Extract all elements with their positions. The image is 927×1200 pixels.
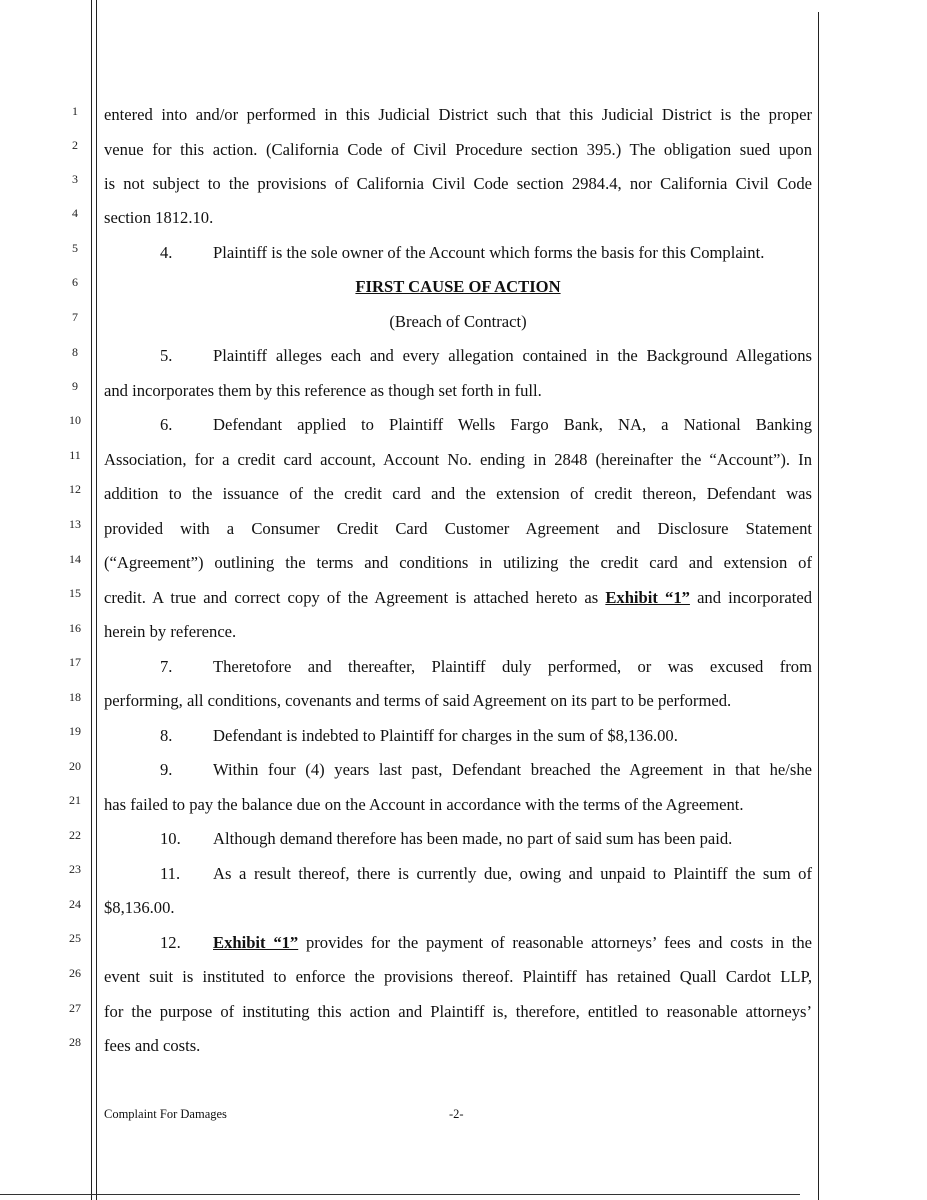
line-number: 13 bbox=[69, 517, 81, 531]
section-subheading: (Breach of Contract) bbox=[389, 312, 527, 331]
text-line: venue for this action. (California Code of Civil Procedure section 395.) The obligation sued upon bbox=[104, 140, 812, 159]
line-number: 24 bbox=[69, 897, 81, 911]
line-number: 14 bbox=[69, 552, 81, 566]
exhibit-reference: Exhibit “1” bbox=[213, 933, 299, 952]
paragraph-text: Within four (4) years last past, Defendant breached the Agreement in that he/she bbox=[213, 760, 812, 779]
text-line: entered into and/or performed in this Judicial District such that this Judicial District is the proper bbox=[104, 105, 812, 124]
line-number: 28 bbox=[69, 1035, 81, 1049]
paragraph-number: 8. bbox=[160, 726, 173, 745]
text-line: performing, all conditions, covenants and terms of said Agreement on its part to be performed. bbox=[104, 691, 732, 710]
line-number: 5 bbox=[72, 241, 78, 255]
line-number: 7 bbox=[72, 310, 78, 324]
line-number: 12 bbox=[69, 482, 81, 496]
line-number: 16 bbox=[69, 621, 81, 635]
line-number: 22 bbox=[69, 828, 81, 842]
text-line: and incorporates them by this reference as though set forth in full. bbox=[104, 381, 542, 400]
text-line: addition to the issuance of the credit card and the extension of credit thereon, Defendant was bbox=[104, 484, 812, 503]
paragraph-number: 10. bbox=[160, 829, 181, 848]
paragraph-5 bbox=[104, 346, 812, 366]
line-number: 10 bbox=[69, 413, 81, 427]
paragraph-text: provides for the payment of reasonable attorneys’ fees and costs in the bbox=[298, 933, 812, 952]
paragraph-text: As a result thereof, there is currently due, owing and unpaid to Plaintiff the sum of bbox=[213, 864, 812, 883]
line-number: 25 bbox=[69, 931, 81, 945]
paragraph-text: Defendant applied to Plaintiff Wells Fargo Bank, NA, a National Banking bbox=[213, 415, 812, 434]
text-line: Association, for a credit card account, Account No. ending in 2848 (hereinafter the “Account”). In bbox=[104, 450, 812, 469]
line-number: 18 bbox=[69, 690, 81, 704]
line-number: 4 bbox=[72, 206, 78, 220]
paragraph-4 bbox=[104, 243, 812, 263]
heading-text: FIRST CAUSE OF ACTION bbox=[355, 277, 561, 296]
paragraph-10 bbox=[104, 829, 812, 849]
footer-title: Complaint For Damages bbox=[104, 1107, 227, 1121]
text-line: for the purpose of instituting this action and Plaintiff is, therefore, entitled to reasonable attorneys’ bbox=[104, 1002, 812, 1021]
line-number: 8 bbox=[72, 345, 78, 359]
text-line: is not subject to the provisions of California Civil Code section 2984.4, nor California Civil Code bbox=[104, 174, 812, 193]
line-number: 9 bbox=[72, 379, 78, 393]
paragraph-number: 11. bbox=[160, 864, 181, 883]
line-number: 19 bbox=[69, 724, 81, 738]
paragraph-number: 5. bbox=[160, 346, 173, 365]
text-line: has failed to pay the balance due on the Account in accordance with the terms of the Agreement. bbox=[104, 795, 744, 814]
line-number: 2 bbox=[72, 138, 78, 152]
line-number: 17 bbox=[69, 655, 81, 669]
paragraph-text: Although demand therefore has been made, no part of said sum has been paid. bbox=[213, 829, 733, 848]
paragraph-text: Theretofore and thereafter, Plaintiff duly performed, or was excused from bbox=[213, 657, 812, 676]
paragraph-number: 9. bbox=[160, 760, 173, 779]
paragraph-number: 6. bbox=[160, 415, 173, 434]
line-number: 11 bbox=[69, 448, 81, 462]
line-number: 6 bbox=[72, 275, 78, 289]
exhibit-reference: Exhibit “1” bbox=[605, 588, 690, 607]
paragraph-12 bbox=[104, 933, 812, 953]
text-line: herein by reference. bbox=[104, 622, 237, 641]
bottom-rule bbox=[0, 1194, 800, 1195]
text-line: (“Agreement”) outlining the terms and conditions in utilizing the credit card and extension of bbox=[104, 553, 812, 572]
paragraph-8 bbox=[104, 726, 812, 746]
left-margin-rule-inner bbox=[96, 0, 97, 1200]
paragraph-7 bbox=[104, 657, 812, 677]
line-number: 21 bbox=[69, 793, 81, 807]
paragraph-11 bbox=[104, 864, 812, 884]
paragraph-6 bbox=[104, 415, 812, 435]
line-number: 3 bbox=[72, 172, 78, 186]
section-heading bbox=[104, 277, 812, 297]
line-number: 1 bbox=[72, 104, 78, 118]
paragraph-number: 12. bbox=[160, 933, 181, 952]
paragraph-text: Plaintiff is the sole owner of the Account which forms the basis for this Complaint. bbox=[213, 243, 765, 262]
text-line: fees and costs. bbox=[104, 1036, 201, 1055]
left-margin-rule-outer bbox=[91, 0, 92, 1200]
text-line: event suit is instituted to enforce the provisions thereof. Plaintiff has retained Quall Cardot LLP, bbox=[104, 967, 812, 986]
paragraph-text: Plaintiff alleges each and every allegation contained in the Background Allegations bbox=[213, 346, 812, 365]
text-line: credit. A true and correct copy of the Agreement is attached hereto as Exhibit “1” and incorporated bbox=[104, 588, 813, 607]
line-number: 23 bbox=[69, 862, 81, 876]
paragraph-9 bbox=[104, 760, 812, 780]
footer-page-number: -2- bbox=[449, 1107, 464, 1121]
line-number: 26 bbox=[69, 966, 81, 980]
text-line: $8,136.00. bbox=[104, 898, 175, 917]
text-line: provided with a Consumer Credit Card Customer Agreement and Disclosure Statement bbox=[104, 519, 812, 538]
right-margin-rule bbox=[818, 12, 819, 1200]
paragraph-text: Defendant is indebted to Plaintiff for charges in the sum of $8,136.00. bbox=[213, 726, 678, 745]
line-number: 20 bbox=[69, 759, 81, 773]
paragraph-number: 7. bbox=[160, 657, 173, 676]
line-number: 15 bbox=[69, 586, 81, 600]
text-line: section 1812.10. bbox=[104, 208, 214, 227]
paragraph-number: 4. bbox=[160, 243, 173, 262]
line-number: 27 bbox=[69, 1001, 81, 1015]
